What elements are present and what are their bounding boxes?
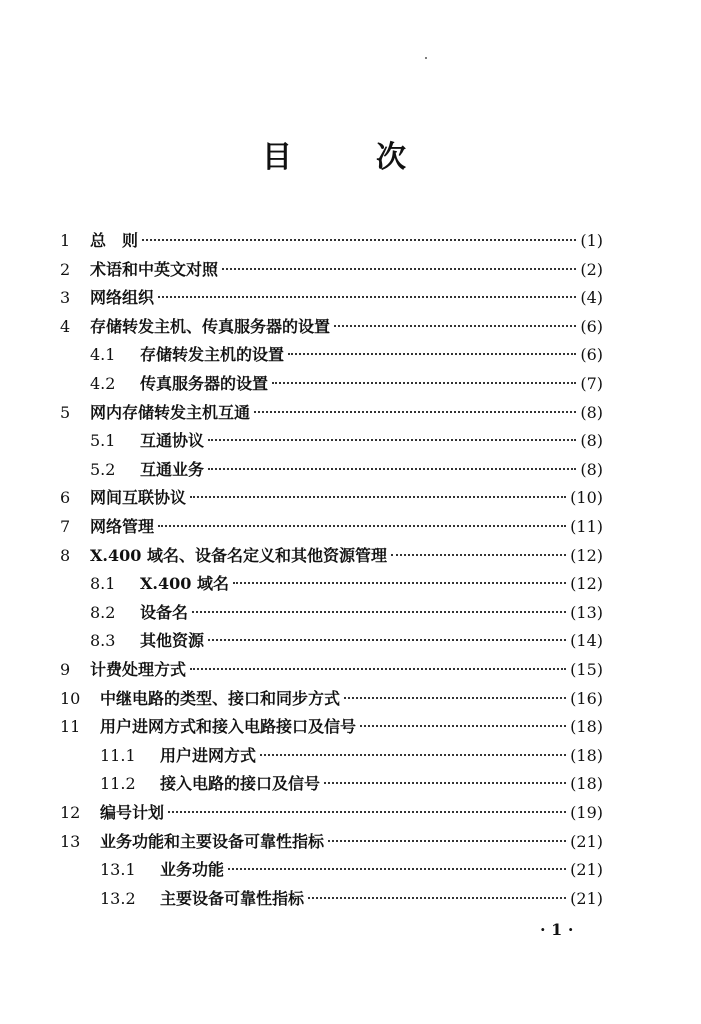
toc-entry[interactable]: [0, 685, 701, 713]
dot-leader: [254, 411, 576, 413]
toc-entry-page: (10): [570, 488, 603, 508]
toc-entry-label: 业务功能: [160, 860, 225, 880]
toc-entry-body: [140, 627, 603, 655]
toc-entry-label: 术语和中英文对照: [90, 259, 219, 279]
toc-entry-page: (21): [570, 860, 603, 880]
toc-entry-body: [140, 370, 603, 398]
toc-entry[interactable]: [0, 542, 701, 570]
toc-entry-body: [90, 656, 603, 684]
toc-entry-body: [100, 685, 603, 713]
toc-entry-number: 12: [60, 803, 81, 822]
toc-entry-body: [90, 284, 603, 312]
dot-leader: [158, 296, 576, 298]
toc-entry[interactable]: [0, 599, 701, 627]
toc-entry-label: 网内存储转发主机互通: [90, 402, 251, 422]
toc-entry-body: [160, 856, 603, 884]
dot-leader: [222, 268, 576, 270]
toc-entry[interactable]: [0, 284, 701, 312]
toc-entry-body: [90, 399, 603, 427]
dot-leader: [260, 754, 566, 756]
toc-entry[interactable]: [0, 570, 701, 598]
toc-entry-page: (18): [570, 745, 603, 765]
dot-leader: [158, 525, 566, 527]
toc-entry-label: 传真服务器的设置: [140, 374, 269, 393]
toc-entry-body: [140, 341, 603, 369]
toc-entry[interactable]: [0, 227, 701, 255]
toc-entry-body: [100, 828, 603, 856]
toc-entry-page: (6): [580, 316, 603, 336]
toc-entry-number: 13.1: [100, 860, 136, 880]
toc-entry-number: 11.2: [100, 774, 136, 794]
dot-leader: [288, 353, 576, 355]
toc-entry-body: [160, 770, 603, 798]
toc-entry[interactable]: [0, 627, 701, 655]
toc-entry-body: [160, 885, 603, 913]
toc-entry-number: 8: [60, 545, 71, 565]
toc-entry-body: [90, 484, 603, 512]
toc-entry[interactable]: [0, 456, 701, 484]
toc-entry-number: 13.2: [100, 888, 136, 908]
toc-entry-number: 5.2: [90, 459, 116, 479]
toc-entry[interactable]: [0, 742, 701, 770]
toc-entry-body: [140, 599, 603, 627]
toc-entry-body: [140, 456, 603, 484]
toc-entry-page: (2): [580, 259, 603, 279]
toc-entry-page: (18): [570, 717, 603, 737]
toc-entry-label: 互通业务: [140, 459, 205, 479]
dot-leader: [168, 811, 566, 813]
toc-entry-label: 其他资源: [140, 631, 205, 651]
toc-entry[interactable]: [0, 885, 701, 913]
toc-entry-label: 用户进网方式和接入电路接口及信号: [100, 717, 357, 737]
toc-entry-label: 主要设备可靠性指标: [160, 888, 305, 908]
dot-leader: [208, 468, 576, 470]
toc-entry-number: 8.2: [90, 602, 116, 622]
toc-entry-body: [140, 570, 603, 598]
toc-entry-page: (21): [570, 831, 603, 851]
toc-entry-label: 编号计划: [100, 803, 165, 822]
dot-leader: [190, 668, 566, 670]
toc-entry[interactable]: [0, 427, 701, 455]
toc-entry-body: [90, 513, 603, 541]
toc-entry-label: 业务功能和主要设备可靠性指标: [100, 831, 325, 851]
toc-entry-page: (7): [580, 374, 603, 393]
toc-entry-number: 9: [60, 660, 71, 679]
toc-entry[interactable]: [0, 713, 701, 741]
toc-entry-number: 6: [60, 488, 71, 508]
toc-entry-label: 网间互联协议: [90, 488, 187, 508]
page-title: [0, 138, 701, 178]
toc-entry[interactable]: [0, 256, 701, 284]
toc-entry-page: (8): [580, 459, 603, 479]
toc-entry-page: (6): [580, 345, 603, 365]
dot-leader: [324, 782, 566, 784]
toc-entry-number: 4: [60, 316, 71, 336]
toc-entry-number: 1: [60, 231, 71, 250]
toc-entry-label: 接入电路的接口及信号: [160, 774, 321, 794]
toc-entry-label: X.400 域名、设备名定义和其他资源管理: [90, 545, 387, 565]
toc-entry-number: 5.1: [90, 431, 116, 451]
toc-entry-body: [100, 799, 603, 827]
toc-entry-number: 2: [60, 259, 71, 279]
dot-leader: [233, 582, 566, 584]
toc-entry-label: 计费处理方式: [90, 660, 187, 679]
toc-entry-body: [90, 256, 603, 284]
toc-entry-body: [90, 313, 603, 341]
toc-entry[interactable]: [0, 313, 701, 341]
toc-entry-page: (8): [580, 402, 603, 422]
toc-entry-label: 网络管理: [90, 517, 155, 536]
toc-entry-number: 3: [60, 288, 71, 308]
toc-entry-body: [160, 742, 603, 770]
dot-leader: [334, 325, 576, 327]
dot-leader: [360, 725, 566, 727]
toc-entry-number: 11: [60, 717, 81, 737]
toc-entry-number: 8.1: [90, 574, 116, 594]
toc-entry-page: (8): [580, 431, 603, 451]
toc-entry[interactable]: [0, 656, 701, 684]
toc-entry-label: X.400 域名: [140, 574, 229, 594]
title-char-2: 次: [376, 140, 406, 175]
toc-entry-label: 设备名: [140, 602, 189, 622]
toc-entry-body: [140, 427, 603, 455]
toc-entry[interactable]: [0, 513, 701, 541]
dot-leader: [208, 439, 576, 441]
toc-entry-page: (12): [570, 574, 603, 594]
dot-leader: [391, 554, 566, 556]
toc-entry-label: 网络组织: [90, 288, 155, 308]
toc-entry[interactable]: [0, 799, 701, 827]
dot-leader: [328, 840, 566, 842]
toc-entry-body: [90, 542, 603, 570]
toc-entry-page: (15): [570, 660, 603, 679]
toc-entry-page: (4): [580, 288, 603, 308]
toc-entry-page: (12): [570, 545, 603, 565]
toc-entry-label: 用户进网方式: [160, 745, 257, 765]
toc-entry-body: [100, 713, 603, 741]
toc-entry-label: 存储转发主机的设置: [140, 345, 285, 365]
toc-entry-number: 11.1: [100, 745, 136, 765]
dot-leader: [344, 697, 566, 699]
toc-entry-page: (16): [570, 688, 603, 708]
toc-entry-number: 4.1: [90, 345, 116, 365]
toc-entry-number: 13: [60, 831, 81, 851]
toc-entry-page: (19): [570, 803, 603, 822]
toc-entry[interactable]: [0, 370, 701, 398]
toc-entry-body: [90, 227, 603, 255]
dot-leader: [192, 611, 566, 613]
title-char-1: 目: [262, 140, 292, 175]
toc-entry-page: (11): [570, 517, 603, 536]
toc-entry-label: 中继电路的类型、接口和同步方式: [100, 688, 341, 708]
scan-speck: [425, 57, 427, 59]
toc-entry[interactable]: [0, 770, 701, 798]
dot-leader: [228, 868, 566, 870]
toc-entry[interactable]: [0, 341, 701, 369]
toc-entry[interactable]: [0, 484, 701, 512]
dot-leader: [142, 239, 576, 241]
toc-entry-number: 7: [60, 517, 71, 536]
toc-entry-number: 5: [60, 402, 71, 422]
toc-entry-label: 存储转发主机、传真服务器的设置: [90, 316, 331, 336]
dot-leader: [190, 496, 566, 498]
toc-entry-label: 互通协议: [140, 431, 205, 451]
toc-entry-number: 10: [60, 688, 81, 708]
page-number: · 1 ·: [540, 920, 574, 939]
toc-entry-page: (18): [570, 774, 603, 794]
dot-leader: [208, 639, 566, 641]
toc-entry-page: (21): [570, 888, 603, 908]
toc-entry[interactable]: [0, 828, 701, 856]
toc-entry-number: 8.3: [90, 631, 116, 651]
toc-entry-label: 总 则: [90, 231, 139, 250]
toc-entry-page: (13): [570, 602, 603, 622]
toc-entry-number: 4.2: [90, 374, 116, 393]
dot-leader: [272, 382, 576, 384]
dot-leader: [308, 897, 566, 899]
toc-entry[interactable]: [0, 399, 701, 427]
toc-entry[interactable]: [0, 856, 701, 884]
toc-entry-page: (1): [580, 231, 603, 250]
toc-entry-page: (14): [570, 631, 603, 651]
